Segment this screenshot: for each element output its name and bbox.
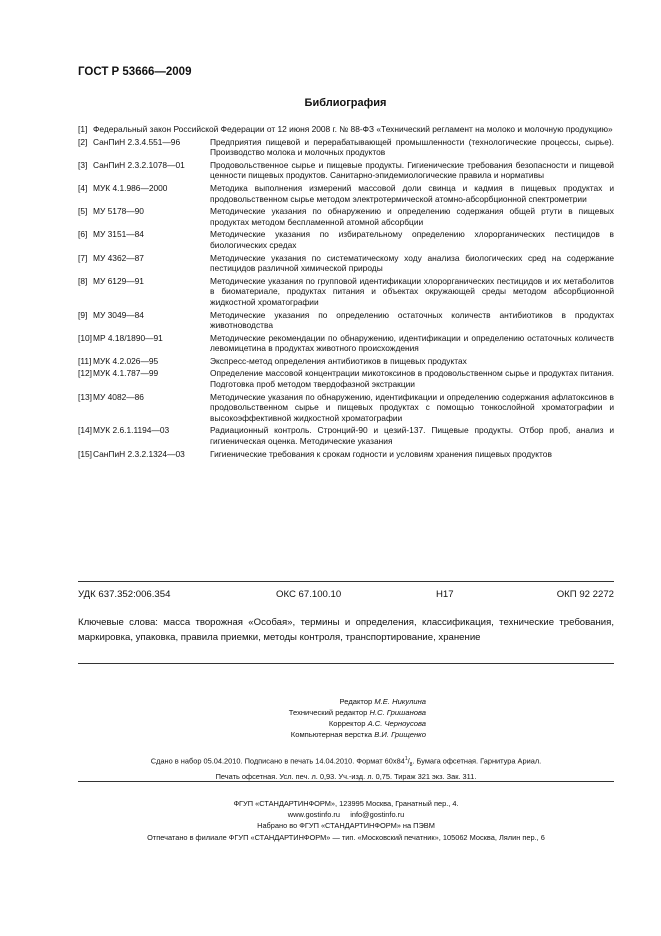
entry-code: СанПиН 2.3.2.1078—01	[93, 159, 185, 170]
bibliography-entry	[78, 253, 614, 274]
entry-text: Методические указания по обнаружению и определению содержания общей ртути в пищевых продуктах методом беспламенной атомной абсорбции	[210, 206, 614, 227]
okp-code: ОКП 92 2272	[556, 589, 614, 600]
credit-corrector: Корректор А.С. Черноусова	[328, 719, 426, 728]
udk-code: УДК 637.352:006.354	[78, 589, 171, 600]
entry-code: МУ 5178—90	[93, 206, 144, 217]
group-code: Н17	[436, 589, 454, 600]
entry-code: МУ 4362—87	[93, 252, 144, 263]
divider-top	[78, 581, 614, 582]
bibliography-entry	[78, 449, 614, 460]
bibliography-entry	[78, 425, 614, 446]
entry-code: МУ 3151—84	[93, 229, 144, 240]
entry-number: [11]	[78, 355, 92, 366]
credit-tech-editor: Технический редактор Н.С. Гришанова	[288, 708, 426, 717]
entry-number: [7]	[78, 252, 88, 263]
bibliography-list	[78, 124, 614, 461]
entry-text: Гигиенические требования к срокам годности и условиям хранения пищевых продуктов	[210, 448, 552, 459]
entry-number: [2]	[78, 136, 88, 147]
typeset-note: Набрано во ФГУП «СТАНДАРТИНФОРМ» на ПЭВМ	[257, 821, 435, 831]
entry-code: МУК 2.6.1.1194—03	[93, 425, 170, 436]
bibliography-entry	[78, 206, 614, 227]
divider-publishing	[78, 781, 614, 782]
entry-number: [10]	[78, 332, 92, 343]
entry-number: [3]	[78, 159, 88, 170]
bibliography-entry	[78, 356, 614, 367]
printed-note: Отпечатано в филиале ФГУП «СТАНДАРТИНФОРМ» — тип. «Московский печатник», 105062 Москва, Лялин пер., 6	[147, 832, 545, 842]
credit-layout: Компьютерная верстка В.И. Грищенко	[290, 730, 426, 739]
entry-number: [9]	[78, 309, 88, 320]
bibliography-entry	[78, 160, 614, 181]
publishing-info	[78, 754, 614, 782]
entry-text: Радиационный контроль. Стронций-90 и цезий-137. Пищевые продукты. Отбор проб, анализ и гигиеническая оценка. Методические указания	[210, 425, 614, 447]
entry-text: Экспресс-метод определения антибиотиков в пищевых продуктах	[210, 355, 467, 366]
publishing-line-1: Сдано в набор 05.04.2010. Подписано в печать 14.04.2010. Формат $60x84^1/_8$. Бумага офсетная. Гарнитура Ариал.	[150, 756, 542, 768]
entry-number: [12]	[78, 368, 92, 379]
entry-number: [8]	[78, 275, 88, 286]
entry-number: [14]	[78, 425, 92, 436]
entry-code: МУ 6129—91	[93, 275, 144, 286]
entry-number: [1]	[78, 124, 88, 134]
entry-code: МУ 3049—84	[93, 309, 144, 320]
bibliography-entry	[78, 276, 614, 308]
entry-code: СанПиН 2.3.4.551—96	[93, 136, 181, 147]
entry-text: Методические указания по групповой идентификации хлорорганических пестицидов и их метаболитов в биоматериале, продуктах питания и объектах окружающей среды методом абсорбционной жидкостной хроматографии	[210, 275, 614, 307]
website-link[interactable]: www.gostinfo.ru	[287, 810, 340, 820]
entry-code: МУК 4.2.026—95	[93, 355, 159, 366]
entry-number: [4]	[78, 182, 88, 193]
publisher-contacts	[78, 809, 614, 820]
entry-code: МР 4.18/1890—91	[93, 332, 163, 343]
bibliography-entry	[78, 333, 614, 354]
entry-text: Продовольственное сырье и пищевые продукты. Гигиенические требования безопасности и пищевой ценности пищевых продуктов. Санитарно-эпидемиологические правила и нормативы	[210, 159, 614, 181]
keywords: Ключевые слова: масса творожная «Особая», термины и определения, классификация, технические требования, маркировка, упаковка, правила приемки, методы контроля, транспортирование, хранение	[78, 617, 614, 643]
bibliography-entry	[78, 183, 614, 204]
entry-text: Методические указания по избирательному определению хлорорганических пестицидов в биологических средах	[210, 229, 614, 250]
entry-number: [15]	[78, 448, 92, 459]
credit-editor: Редактор М.Е. Никулина	[339, 697, 426, 706]
email-link[interactable]: info@gostinfo.ru	[350, 810, 405, 820]
bibliography-entry	[78, 124, 614, 135]
entry-code: МУ 4082—86	[93, 391, 144, 402]
bibliography-entry	[78, 137, 614, 158]
entry-number: [5]	[78, 206, 88, 217]
entry-text: Федеральный закон Российской Федерации от 12 июня 2008 г. № 88-ФЗ «Технический регламент на молоко и молочную продукцию»	[93, 124, 613, 134]
editorial-credits	[78, 696, 426, 740]
bibliography-entry	[78, 310, 614, 331]
entry-number: [13]	[78, 391, 92, 402]
entry-code: СанПиН 2.3.2.1324—03	[93, 448, 185, 459]
entry-code: МУК 4.1.986—2000	[93, 182, 168, 193]
entry-text: Определение массовой концентрации микотоксинов в продовольственном сырье и продуктах питания. Подготовка проб методом твердофазной экстракции	[210, 368, 614, 390]
divider-keywords	[78, 663, 614, 664]
entry-code: МУК 4.1.787—99	[93, 368, 159, 379]
entry-text: Методика выполнения измерений массовой доли свинца и кадмия в пищевых продуктах и продовольственном сырье методом электротермической атомно-абсорбционной спектрометрии	[210, 182, 614, 204]
entry-text: Предприятия пищевой и перерабатывающей промышленности (технологические процессы, сырье). Производство молока и молочных продуктов	[210, 136, 614, 158]
publishing-line-2: Печать офсетная. Усл. печ. л. 0,93. Уч.-изд. л. 0,75. Тираж 321 экз. Зак. 311.	[215, 771, 477, 781]
publisher-address: ФГУП «СТАНДАРТИНФОРМ», 123995 Москва, Гранатный пер., 4.	[233, 799, 459, 808]
entry-text: Методические указания по определению остаточных количеств антибиотиков в продуктах животноводства	[210, 309, 614, 331]
entry-text: Методические указания по обнаружению, идентификации и определению содержания афлатоксинов в продовольственном сырье и пищевых продуктах с помощью тонкослойной хроматографии и высокоэффективной жидкостной хроматографии	[210, 391, 614, 423]
entry-number: [6]	[78, 229, 88, 240]
section-title: Библиография	[304, 97, 387, 109]
bibliography-entry	[78, 368, 614, 389]
bibliography-entry	[78, 392, 614, 424]
entry-text: Методические рекомендации по обнаружению, идентификации и определению остаточных количеств левомицетина в продуктах животного происхождения	[210, 332, 614, 354]
bibliography-entry	[78, 229, 614, 250]
entry-text: Методические указания по систематическому ходу анализа биологических сред на содержание пестицидов различной химической природы	[210, 252, 614, 274]
publisher-footer	[78, 798, 614, 843]
oks-code: ОКС 67.100.10	[276, 589, 342, 600]
document-id: ГОСТ Р 53666—2009	[78, 66, 192, 78]
